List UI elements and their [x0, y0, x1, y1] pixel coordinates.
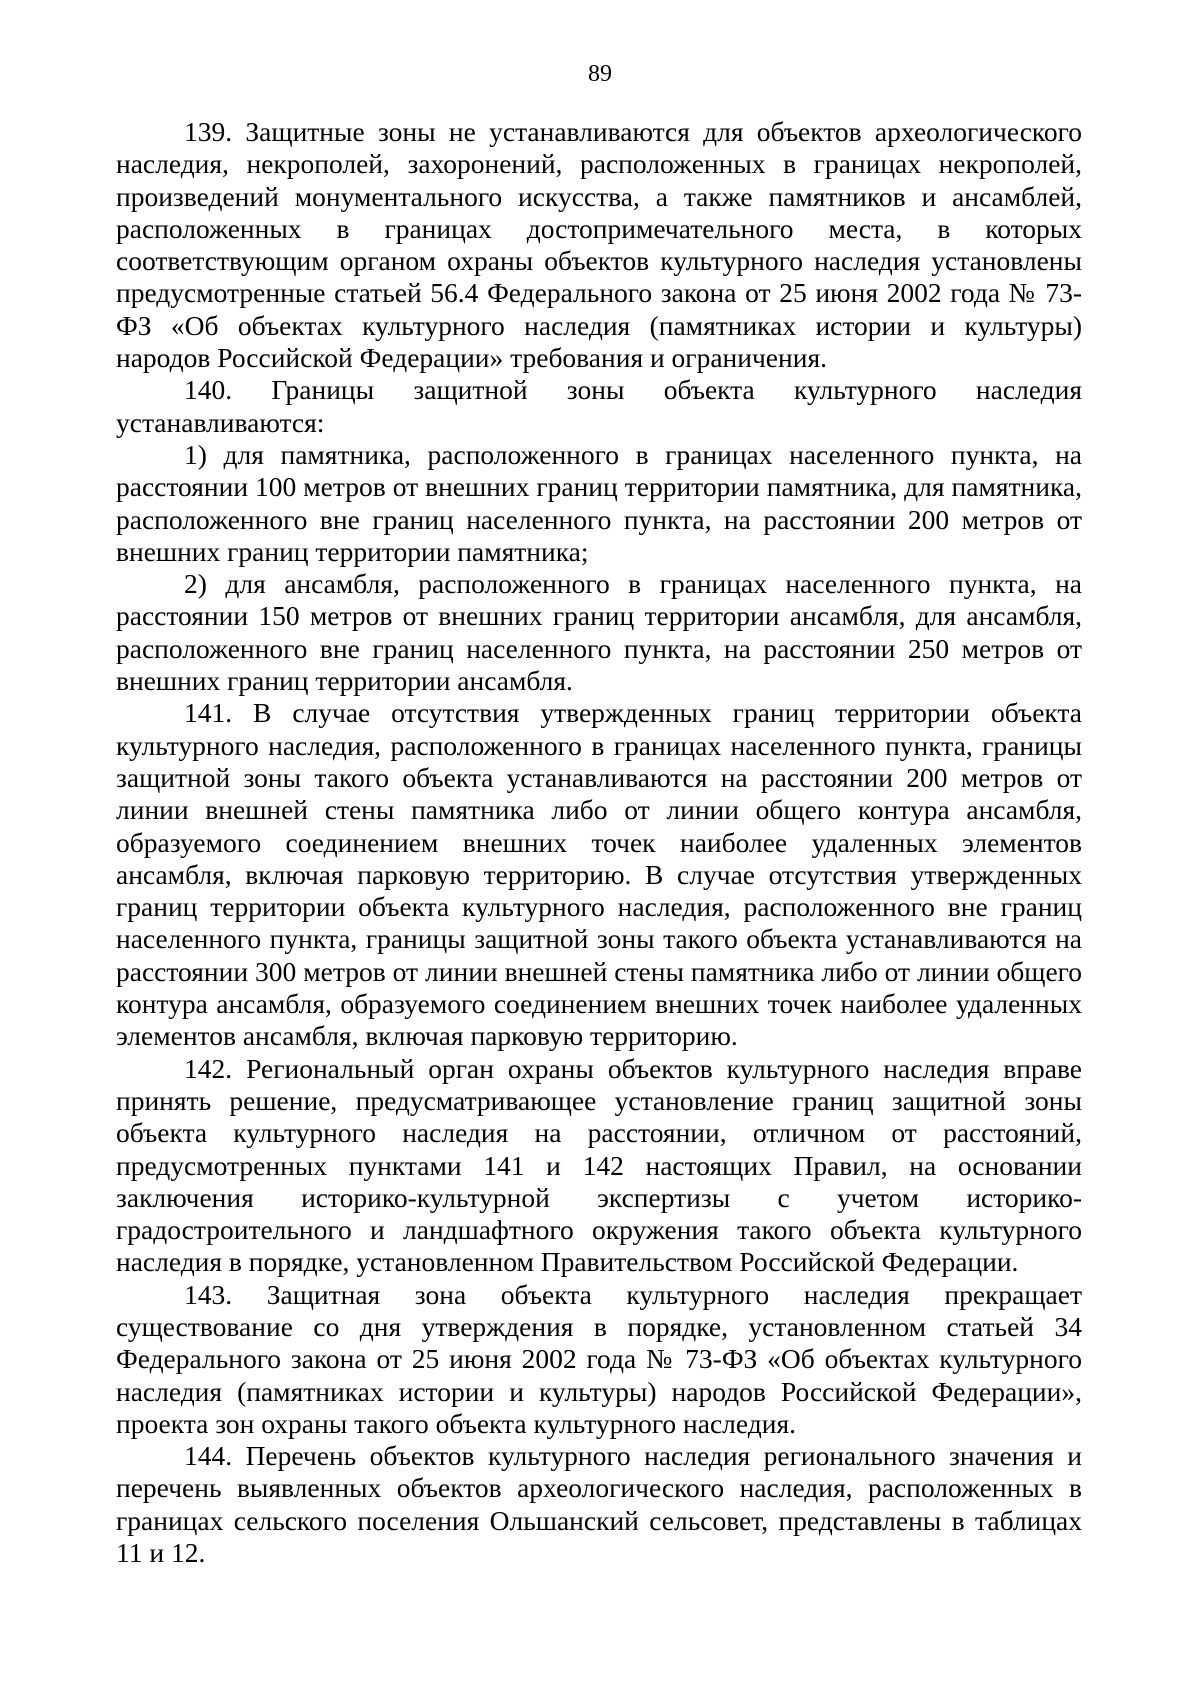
paragraph-143: 143. Защитная зона объекта культурного наследия прекращает существование со дня утверждения в порядке, установленном статьей 34 Федерального закона от 25 июня 2002 года № 73-ФЗ «Об объектах культурного наследия (памятниках истории и культуры) народов Российской Федерации», проекта зон охраны такого объекта культурного наследия.: [116, 1278, 1082, 1439]
body-text: [116, 116, 1082, 1569]
paragraph-140-item-2: 2) для ансамбля, расположенного в границах населенного пункта, на расстоянии 150 метров от внешних границ территории ансамбля, для ансамбля, расположенного вне границ населенного пункта, на расстоянии 250 метров от внешних границ территории ансамбля.: [116, 568, 1082, 697]
paragraph-139: 139. Защитные зоны не устанавливаются для объектов археологического наследия, некрополей, захоронений, расположенных в границах некрополей, произведений монументального искусства, а также памятников и ансамблей, расположенных в границах достопримечательного места, в которых соответствующим органом охраны объектов культурного наследия установлены предусмотренные статьей 56.4 Федерального закона от 25 июня 2002 года № 73-ФЗ «Об объектах культурного наследия (памятниках истории и культуры) народов Российской Федерации» требования и ограничения.: [116, 116, 1082, 374]
paragraph-140-item-1: 1) для памятника, расположенного в границах населенного пункта, на расстоянии 100 метров от внешних границ территории памятника, для памятника, расположенного вне границ населенного пункта, на расстоянии 200 метров от внешних границ территории памятника;: [116, 438, 1082, 567]
page-number: 89: [588, 61, 612, 87]
paragraph-141: 141. В случае отсутствия утвержденных границ территории объекта культурного наследия, расположенного в границах населенного пункта, границы защитной зоны такого объекта устанавливаются на расстоянии 200 метров от линии внешней стены памятника либо от линии общего контура ансамбля, образуемого соединением внешних точек наиболее удаленных элементов ансамбля, включая парковую территорию. В случае отсутствия утвержденных границ территории объекта культурного наследия, расположенного вне границ населенного пункта, границы защитной зоны такого объекта устанавливаются на расстоянии 300 метров от линии внешней стены памятника либо от линии общего контура ансамбля, образуемого соединением внешних точек наиболее удаленных элементов ансамбля, включая парковую территорию.: [116, 697, 1082, 1052]
paragraph-140: 140. Границы защитной зоны объекта культурного наследия устанавливаются:: [116, 374, 1082, 438]
paragraph-144: 144. Перечень объектов культурного наследия регионального значения и перечень выявленных объектов археологического наследия, расположенных в границах сельского поселения Ольшанский сельсовет, представлены в таблицах 11 и 12.: [116, 1440, 1082, 1569]
paragraph-142: 142. Региональный орган охраны объектов культурного наследия вправе принять решение, предусматривающее установление границ защитной зоны объекта культурного наследия на расстоянии, отличном от расстояний, предусмотренных пунктами 141 и 142 настоящих Правил, на основании заключения историко-культурной экспертизы с учетом историко-градостроительного и ландшафтного окружения такого объекта культурного наследия в порядке, установленном Правительством Российской Федерации.: [116, 1052, 1082, 1278]
